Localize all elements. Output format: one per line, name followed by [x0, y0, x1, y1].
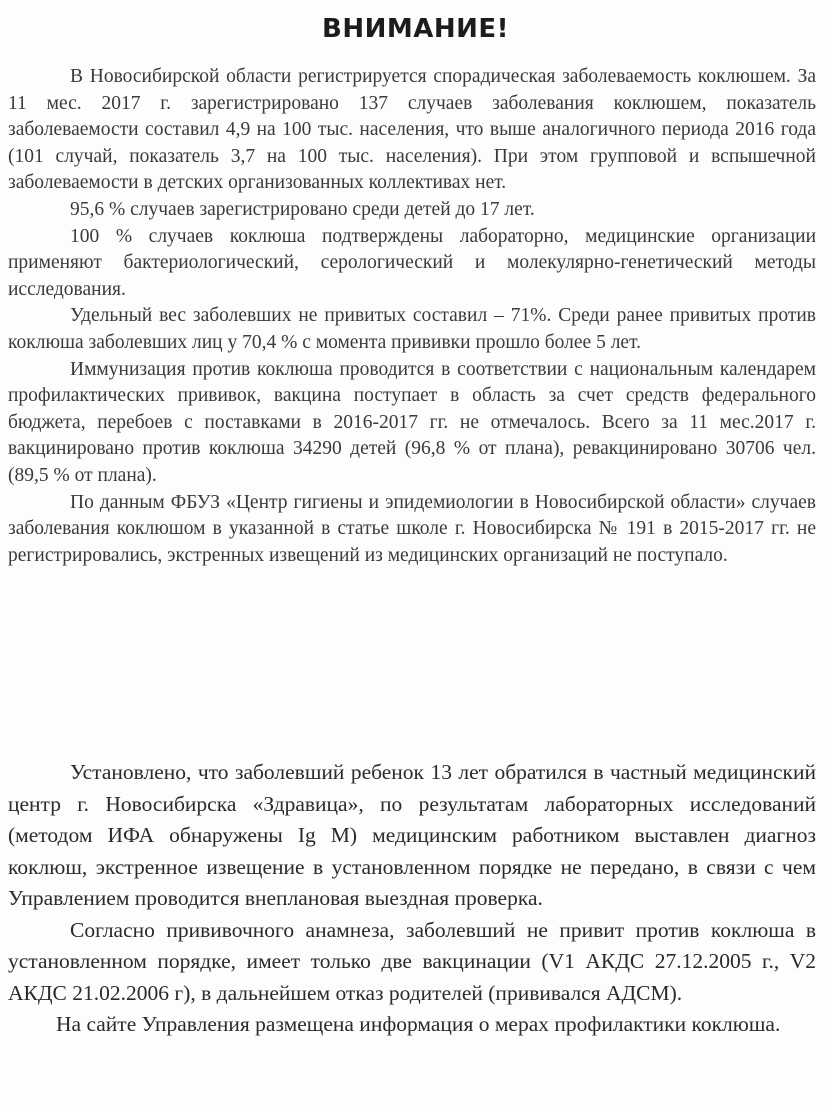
paragraph-vaccination-history: Согласно прививочного анамнеза, заболевший не привит против коклюша в установленном порядке, имеет только две вакцинации (V1 АКДС 27.12.2005 г., V2 АКДС 21.02.2006 г), в дальнейшем отказ родителей (прививался АДСМ).	[8, 917, 816, 1005]
paragraph-lab-confirmation: 100 % случаев коклюша подтверждены лабораторно, медицинские организации применяют бактериологический, серологический и молекулярно-генетический методы исследования.	[8, 225, 816, 300]
paragraph-case-finding: Установлено, что заболевший ребенок 13 лет обратился в частный медицинский центр г. Новосибирска «Здравица», по результатам лабораторных исследований (методом ИФА обнаружены Ig M) медицинским работником выставлен диагноз коклюш, экстренное извещение в установленном порядке не передано, в связи с чем Управлением проводится внеплановая выездная проверка.	[8, 760, 816, 910]
paragraph-website-info: На сайте Управления размещена информация о мерах профилактики коклюша.	[56, 1012, 781, 1036]
paragraph-unvaccinated-share: Удельный вес заболевших не привитых составил – 71%. Среди ранее привитых против коклюша заболевших лиц у 70,4 % с момента прививки прошло более 5 лет.	[8, 305, 816, 353]
paragraph-incidence: В Новосибирской области регистрируется спорадическая заболеваемость коклюшем. За 11 мес. 2017 г. зарегистрировано 137 случаев заболевания коклюшем, показатель заболеваемости составил 4,9 на 100 тыс. населения, что выше аналогичного периода 2016 года (101 случай, показатель 3,7 на 100 тыс. населения). При этом групповой и вспышечной заболеваемости в детских организованных коллективах нет.	[8, 66, 816, 194]
case-section	[8, 757, 816, 1041]
paragraph-school-data: По данным ФБУЗ «Центр гигиены и эпидемиологии в Новосибирской области» случаев заболевания коклюшом в указанной в статье школе г. Новосибирска № 191 в 2015-2017 гг. не регистрировались, экстренных извещений из медицинских организаций не поступало.	[8, 491, 816, 566]
paragraph-immunization: Иммунизация против коклюша проводится в соответствии с национальным календарем профилактических прививок, вакцина поступает в область за счет средств федерального бюджета, перебоев с поставками в 2016-2017 гг. не отмечалось. Всего за 11 мес.2017 г. вакцинировано против коклюша 34290 детей (96,8 % от плана), ревакцинировано 30706 чел. (89,5 % от плана).	[8, 358, 816, 486]
statistics-section	[8, 64, 816, 569]
paragraph-children-share: 95,6 % случаев зарегистрировано среди детей до 17 лет.	[70, 198, 535, 220]
notice-title: ВНИМАНИЕ!	[322, 14, 509, 44]
